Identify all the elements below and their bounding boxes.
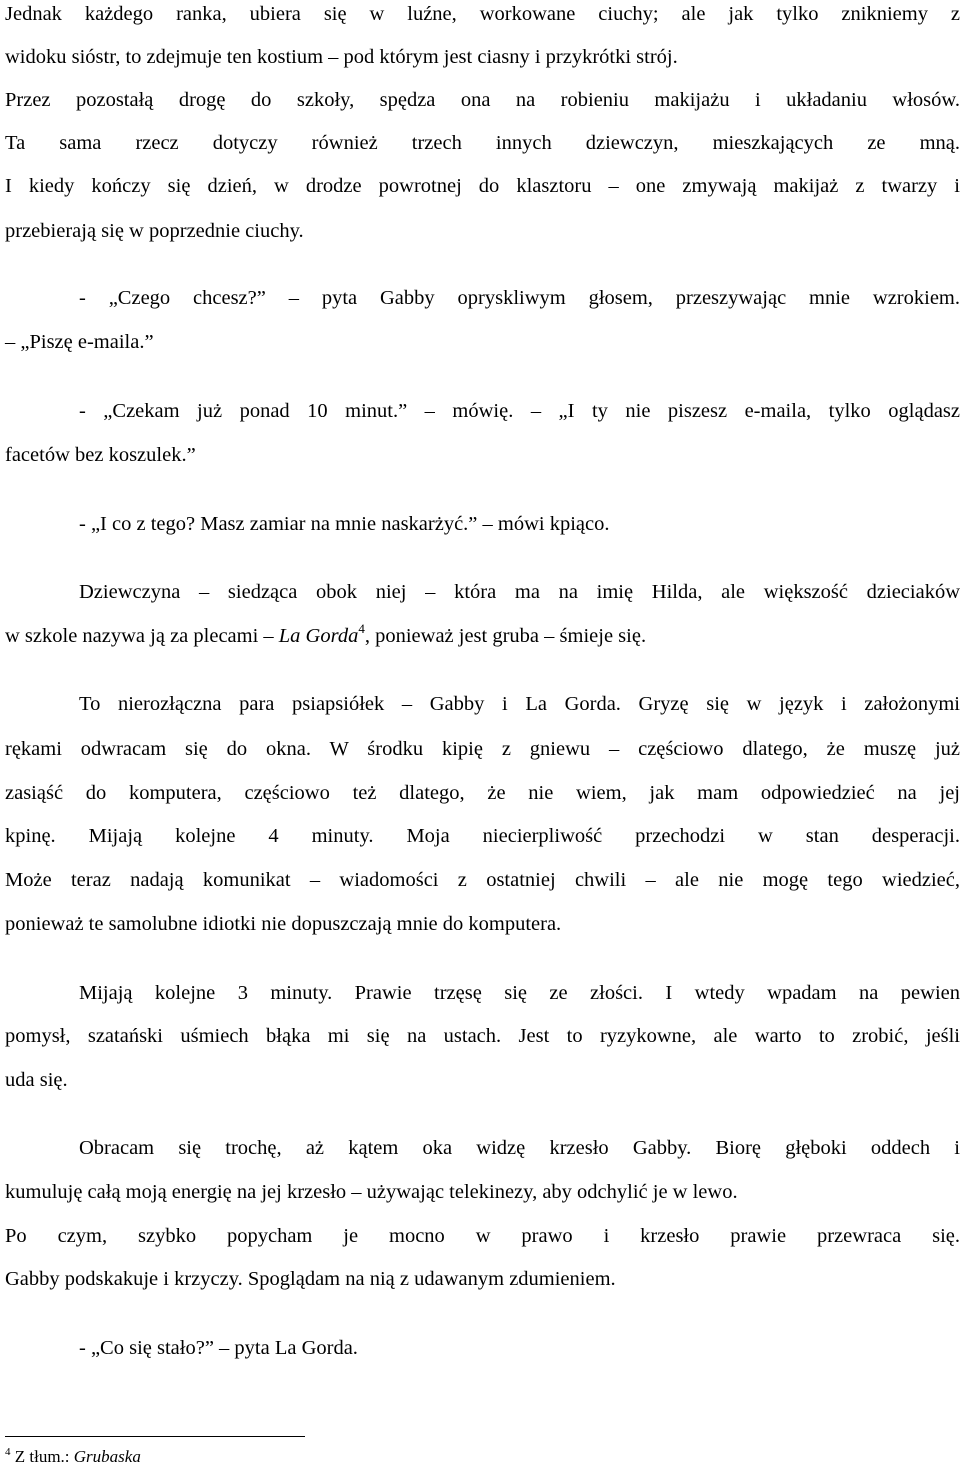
text-line: Jednak każdego ranka, ubiera się w luźne, workowane ciuchy; ale jak tylko znikniemy z xyxy=(5,3,960,25)
footnote-marker: 4 xyxy=(358,621,365,636)
dialogue-line: - „Co się stało?” – pyta La Gorda. xyxy=(79,1337,358,1359)
text-line: rękami odwracam się do okna. W środku kipię z gniewu – częściowo dlatego, że muszę już xyxy=(5,738,960,760)
text-segment: , ponieważ jest gruba – śmieje się. xyxy=(364,625,647,647)
text-line: zasiąść do komputera, częściowo też dlatego, że nie wiem, jak mam odpowiedzieć na jej xyxy=(5,782,960,804)
text-line: pomysł, szatański uśmiech błąka mi się na ustach. Jest to ryzykowne, ale warto to zrobić, jeśli xyxy=(5,1025,960,1047)
text-line: przebierają się w poprzednie ciuchy. xyxy=(5,220,304,242)
text-line: Obracam się trochę, aż kątem oka widzę krzesło Gabby. Biorę głęboki oddech i xyxy=(79,1137,960,1159)
text-line: Przez pozostałą drogę do szkoły, spędza ona na robieniu makijażu i układaniu włosów. xyxy=(5,89,960,111)
text-line: I kiedy kończy się dzień, w drodze powrotnej do klasztoru – one zmywają makijaż z twarzy i xyxy=(5,175,960,197)
text-line: kumuluję całą moją energię na jej krzesło – używając telekinezy, aby odchylić je w lewo. xyxy=(5,1181,738,1203)
text-line: ponieważ te samolubne idiotki nie dopuszczają mnie do komputera. xyxy=(5,913,562,935)
text-line: Ta sama rzecz dotyczy również trzech innych dziewczyn, mieszkających ze mną. xyxy=(5,132,960,154)
text-line: uda się. xyxy=(5,1069,68,1091)
footnote xyxy=(5,1446,141,1468)
text-line: Może teraz nadają komunikat – wiadomości z ostatniej chwili – ale nie mogę tego wiedzieć, xyxy=(5,869,960,891)
footnote-divider xyxy=(5,1436,305,1437)
text-line: Gabby podskakuje i krzyczy. Spoglądam na nią z udawanym zdumieniem. xyxy=(5,1268,616,1290)
dialogue-line: facetów bez koszulek.” xyxy=(5,444,196,466)
dialogue-line: - „Czekam już ponad 10 minut.” – mówię. – „I ty nie piszesz e-maila, tylko oglądasz xyxy=(79,400,960,422)
footnote-label: Z tłum.: xyxy=(10,1447,74,1466)
text-line: widoku sióstr, to zdejmuje ten kostium – pod którym jest ciasny i przykrótki strój. xyxy=(5,46,678,68)
text-line: kpinę. Mijają kolejne 4 minuty. Moja niecierpliwość przechodzi w stan desperacji. xyxy=(5,825,960,847)
text-line: To nierozłączna para psiapsiółek – Gabby i La Gorda. Gryzę się w język i założonymi xyxy=(79,693,960,715)
text-line-with-footnote xyxy=(5,622,960,650)
text-segment: w szkole nazywa ją za plecami – xyxy=(5,625,279,647)
footnote-italic: Grubaska xyxy=(73,1447,141,1466)
text-line: Dziewczyna – siedząca obok niej – która ma na imię Hilda, ale większość dzieciaków xyxy=(79,581,960,603)
dialogue-line: - „Czego chcesz?” – pyta Gabby opryskliwym głosem, przeszywając mnie wzrokiem. xyxy=(79,287,960,309)
dialogue-line: - „I co z tego? Masz zamiar na mnie naskarżyć.” – mówi kpiąco. xyxy=(79,513,610,535)
text-line: Po czym, szybko popycham je mocno w prawo i krzesło prawie przewraca się. xyxy=(5,1225,960,1247)
dialogue-line: – „Piszę e-maila.” xyxy=(5,331,154,353)
footnote-number: 4 xyxy=(5,1446,11,1458)
italic-term: La Gorda xyxy=(278,625,359,647)
text-line: Mijają kolejne 3 minuty. Prawie trzęsę się ze złości. I wtedy wpadam na pewien xyxy=(79,982,960,1004)
